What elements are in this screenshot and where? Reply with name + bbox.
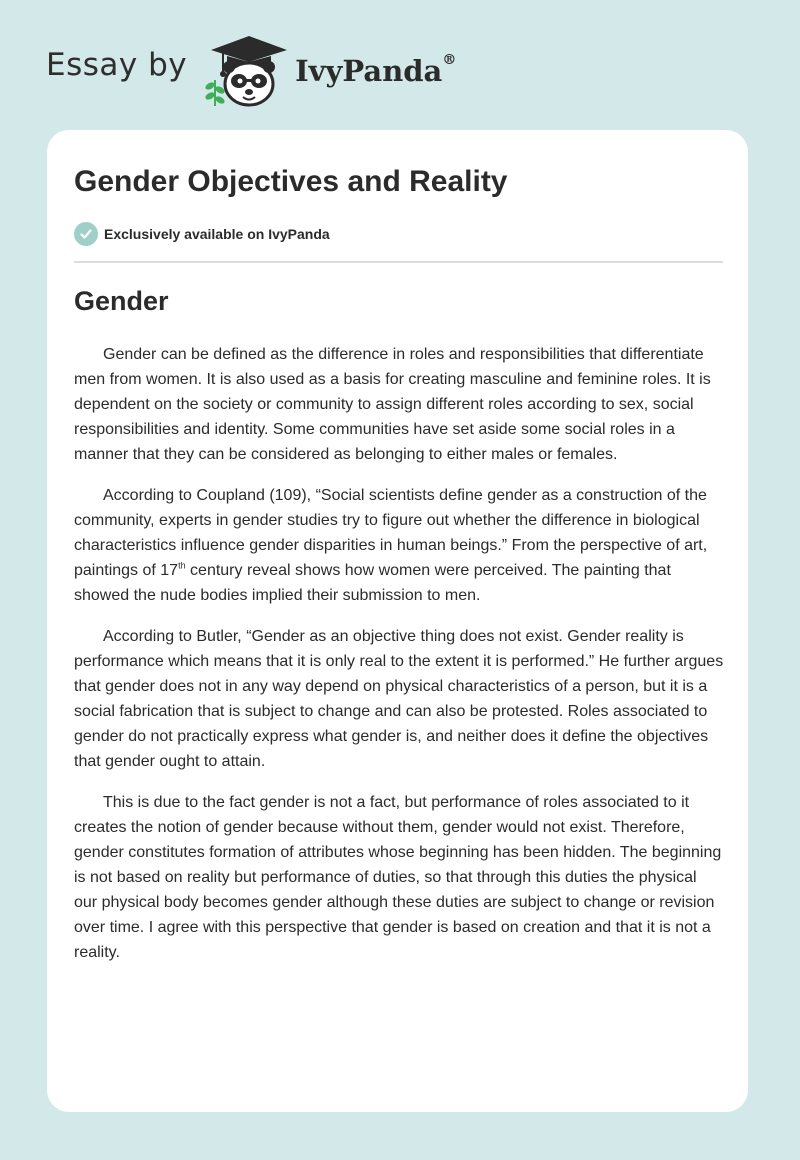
essay-card: [47, 130, 748, 1112]
exclusive-badge-label: Exclusively available on IvyPanda: [104, 226, 330, 242]
site-header: [46, 30, 456, 110]
title-divider: [74, 261, 723, 263]
essay-by-label: Essay by: [46, 47, 188, 83]
brand-name-text: IvyPanda: [295, 54, 443, 88]
paragraph-3: According to Butler, “Gender as an objective thing does not exist. Gender reality is performance which means that it is only real to the extent it is performed.” He further argues that gender does not in any way depend on physical characteristics of a person, but it is a social fabrication that is subject to change and can also be protested. Roles associated to gender do not practically express what gender is, and neither does it define the objectives that gender ought to attain.: [74, 628, 724, 770]
paragraph-1: Gender can be defined as the difference in roles and responsibilities that differentiate men from women. It is also used as a basis for creating masculine and feminine roles. It is dependent on the society or community to assign different roles according to sex, social responsibilities and identity. Some communities have set aside some social roles in a manner that they can be considered as belonging to either males or females.: [74, 346, 711, 463]
paragraph-4: This is due to the fact gender is not a fact, but performance of roles associated to it creates the notion of gender because without them, gender would not exist. Therefore, gender constitutes formation of attributes whose beginning has been hidden. The beginning is not based on reality but performance of duties, so that through this duties the physical our physical body becomes gender although these duties are subject to change or revision over time. I agree with this perspective that gender is based on creation and that it is not a reality.: [74, 794, 722, 961]
section-heading: Gender: [74, 286, 169, 316]
essay-body: [74, 342, 724, 981]
check-circle-icon: [74, 222, 98, 246]
paragraph-2-after: century reveal shows how women were perceived. The painting that showed the nude bodies implied their submission to men.: [74, 562, 671, 604]
paragraph-2: [74, 483, 724, 608]
panda-logo-icon[interactable]: [201, 30, 289, 110]
ordinal-superscript: th: [178, 560, 186, 571]
exclusive-badge: [74, 222, 330, 246]
registered-mark: ®: [442, 52, 457, 68]
brand-name[interactable]: [295, 54, 456, 88]
paragraph-2-before: According to Coupland (109), “Social scientists define gender as a construction of the community, experts in gender studies try to figure out whether the difference in biological characteristics influence gender disparities in human beings.” From the perspective of art, paintings of 17: [74, 487, 708, 579]
essay-title: Gender Objectives and Reality: [74, 165, 508, 198]
